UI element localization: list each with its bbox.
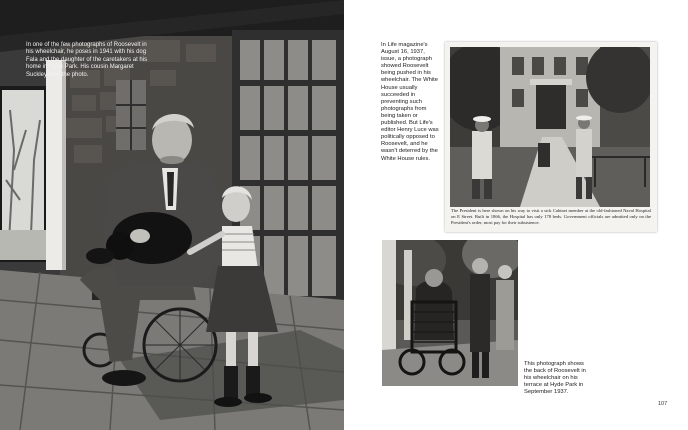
life-magazine-caption: In Life magazine's August 16, 1937, issue, a photograph showed Roosevelt being pushed in his wheelchair. The White House usually succeeded in preventing such photographs from being taken or published. But Life's editor Henry Luce was politically opposed to Roosevelt, and he wasn't deterred by the White House rules. [381,42,439,162]
naval-hospital-photo [450,47,650,207]
life-magazine-clipping [445,42,657,232]
main-photo-caption: In one of the few photographs of Roosevelt in his wheelchair, he poses in 1941 with his dog Fala and the daughter of the caretakers at his home in Hyde Park. His cousin Margaret Suckley took the photo. [26,42,148,78]
page-number: 107 [658,401,668,407]
right-page [344,0,688,430]
clipping-caption: The President is here shown on his way to visit a sick Cabinet member at the old-fashioned Naval Hospital on E Street. Built in 1866, the Hospital has only 178 beds. Government officials are admitted only on the President's order, most pay for their subsistence. [451,208,651,225]
terrace-wheelchair-photo [382,240,518,386]
terrace-photo-caption: This photograph shows the back of Roosevelt in his wheelchair on his terrace at Hyde Park in September 1937. [524,361,586,396]
